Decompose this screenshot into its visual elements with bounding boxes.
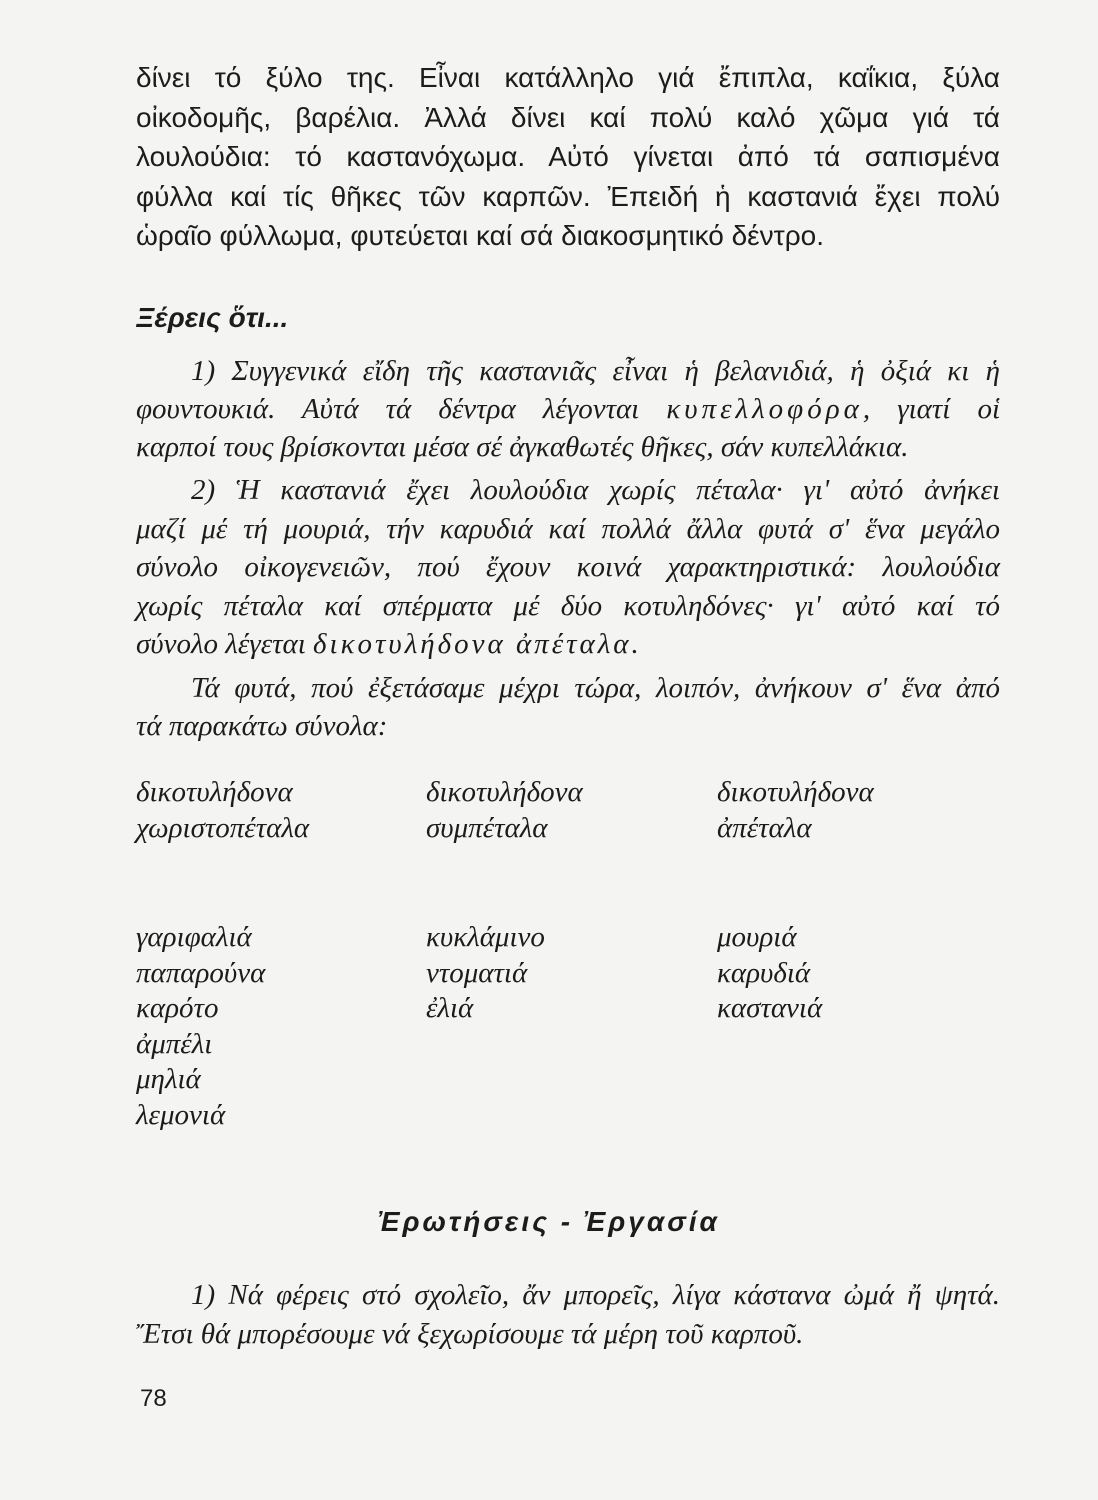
plant-list-2 xyxy=(426,920,545,1027)
term-kypellofora: κυπελλοφόρα xyxy=(666,393,863,425)
question-1-line: 1) Νά φέρεις στό σχολεῖο, ἄν μπορεῖς, λίγα κάστανα ὠμά ἤ ψητά. xyxy=(191,1279,1000,1311)
fact-2-line xyxy=(136,625,1000,664)
fact-1-text: , γιατί οἱ xyxy=(862,393,1000,425)
question-1-paragraph xyxy=(136,1276,1000,1354)
fact-2-text: σύνολο λέγεται xyxy=(136,628,306,660)
plant-name: ἐλιά xyxy=(426,992,474,1024)
intro-paragraph xyxy=(136,58,1000,256)
plant-name: καρότο xyxy=(136,992,219,1024)
fact-2-paragraph xyxy=(136,471,1000,664)
plant-name: καρυδιά xyxy=(717,956,811,989)
plant-name: μηλιά xyxy=(136,1063,201,1095)
group-subtitle: ἀπέταλα xyxy=(717,812,812,844)
intro-line: ὡραῖο φύλλωμα, φυτεύεται καί σά διακοσμητικό δέντρο. xyxy=(136,220,824,251)
questions-heading: Ἐρωτήσεις - Ἐργασία xyxy=(378,1206,720,1237)
plant-name: λεμονιά xyxy=(136,1098,226,1131)
fact-2-line: χωρίς πέταλα καί σπέρματα μέ δύο κοτυληδόνες· γι' αὐτό καί τό xyxy=(136,589,1000,622)
fact-2-line: 2) Ἡ καστανιά ἔχει λουλούδια χωρίς πέταλα· γι' αὐτό ἀνήκει xyxy=(191,474,1000,506)
page-number: 78 xyxy=(140,1385,167,1412)
fact-1-paragraph xyxy=(136,352,1000,466)
intro-line: λουλούδια: τό καστανόχωμα. Αὐτό γίνεται ἀπό τά σαπισμένα xyxy=(136,141,1000,172)
intro-line: φύλλα καί τίς θῆκες τῶν καρπῶν. Ἐπειδή ἡ καστανιά ἔχει πολύ xyxy=(136,180,1000,212)
summary-line: Τά φυτά, πού ἐξετάσαμε μέχρι τώρα, λοιπόν, ἀνήκουν σ' ἕνα ἀπό xyxy=(191,672,1000,704)
group-column-1 xyxy=(136,774,309,846)
group-title: δικοτυλήδονα xyxy=(426,776,583,808)
plant-name: κυκλάμινο xyxy=(426,921,545,953)
summary-line: τά παρακάτω σύνολα: xyxy=(136,710,388,742)
fact-1-line: 1) Συγγενικά εἴδη τῆς καστανιᾶς εἶναι ἡ βελανιδιά, ἡ ὀξιά κι ἡ xyxy=(191,355,1000,387)
group-subtitle: συμπέταλα xyxy=(426,812,548,844)
group-column-2 xyxy=(426,774,583,846)
group-column-3 xyxy=(717,774,874,846)
plant-name: μουριά xyxy=(717,921,797,953)
plant-list-3 xyxy=(717,920,822,1027)
fact-1-line xyxy=(136,390,1000,428)
term-dikotylidona-apetala: δικοτυλήδονα ἀπέταλα. xyxy=(313,628,642,660)
intro-line: δίνει τό ξύλο της. Εἶναι κατάλληλο γιά ἔπιπλα, καΐκια, ξύλα xyxy=(136,62,1000,93)
group-subtitle: χωριστοπέταλα xyxy=(136,812,310,844)
question-1-line: Ἔτσι θά μπορέσουμε νά ξεχωρίσουμε τά μέρη τοῦ καρποῦ. xyxy=(136,1318,804,1350)
plant-name: παπαρούνα xyxy=(136,956,266,989)
did-you-know-heading: Ξέρεις ὅτι... xyxy=(136,302,289,333)
fact-2-line: μαζί μέ τή μουριά, τήν καρυδιά καί πολλά ἄλλα φυτά σ' ἕνα μεγάλο xyxy=(136,512,1000,545)
fact-2-line: σύνολο οἰκογενειῶν, πού ἔχουν κοινά χαρακτηριστικά: λουλούδια xyxy=(136,551,1000,583)
plant-name: γαριφαλιά xyxy=(136,921,252,953)
intro-line: οἰκοδομῆς, βαρέλια. Ἀλλά δίνει καί πολύ καλό χῶμα γιά τά xyxy=(136,101,1000,133)
plant-name: καστανιά xyxy=(717,992,823,1024)
group-title: δικοτυλήδονα xyxy=(717,776,874,808)
plant-name: ντοματιά xyxy=(426,956,528,989)
plant-name: ἀμπέλι xyxy=(136,1027,213,1060)
plant-list-1 xyxy=(136,920,265,1133)
group-title: δικοτυλήδονα xyxy=(136,776,293,808)
summary-paragraph xyxy=(136,669,1000,745)
fact-1-line: καρποί τους βρίσκονται μέσα σέ ἀγκαθωτές θῆκες, σάν κυπελλάκια. xyxy=(136,431,909,463)
fact-1-text: φουντουκιά. Αὐτά τά δέντρα λέγονται xyxy=(136,393,640,425)
